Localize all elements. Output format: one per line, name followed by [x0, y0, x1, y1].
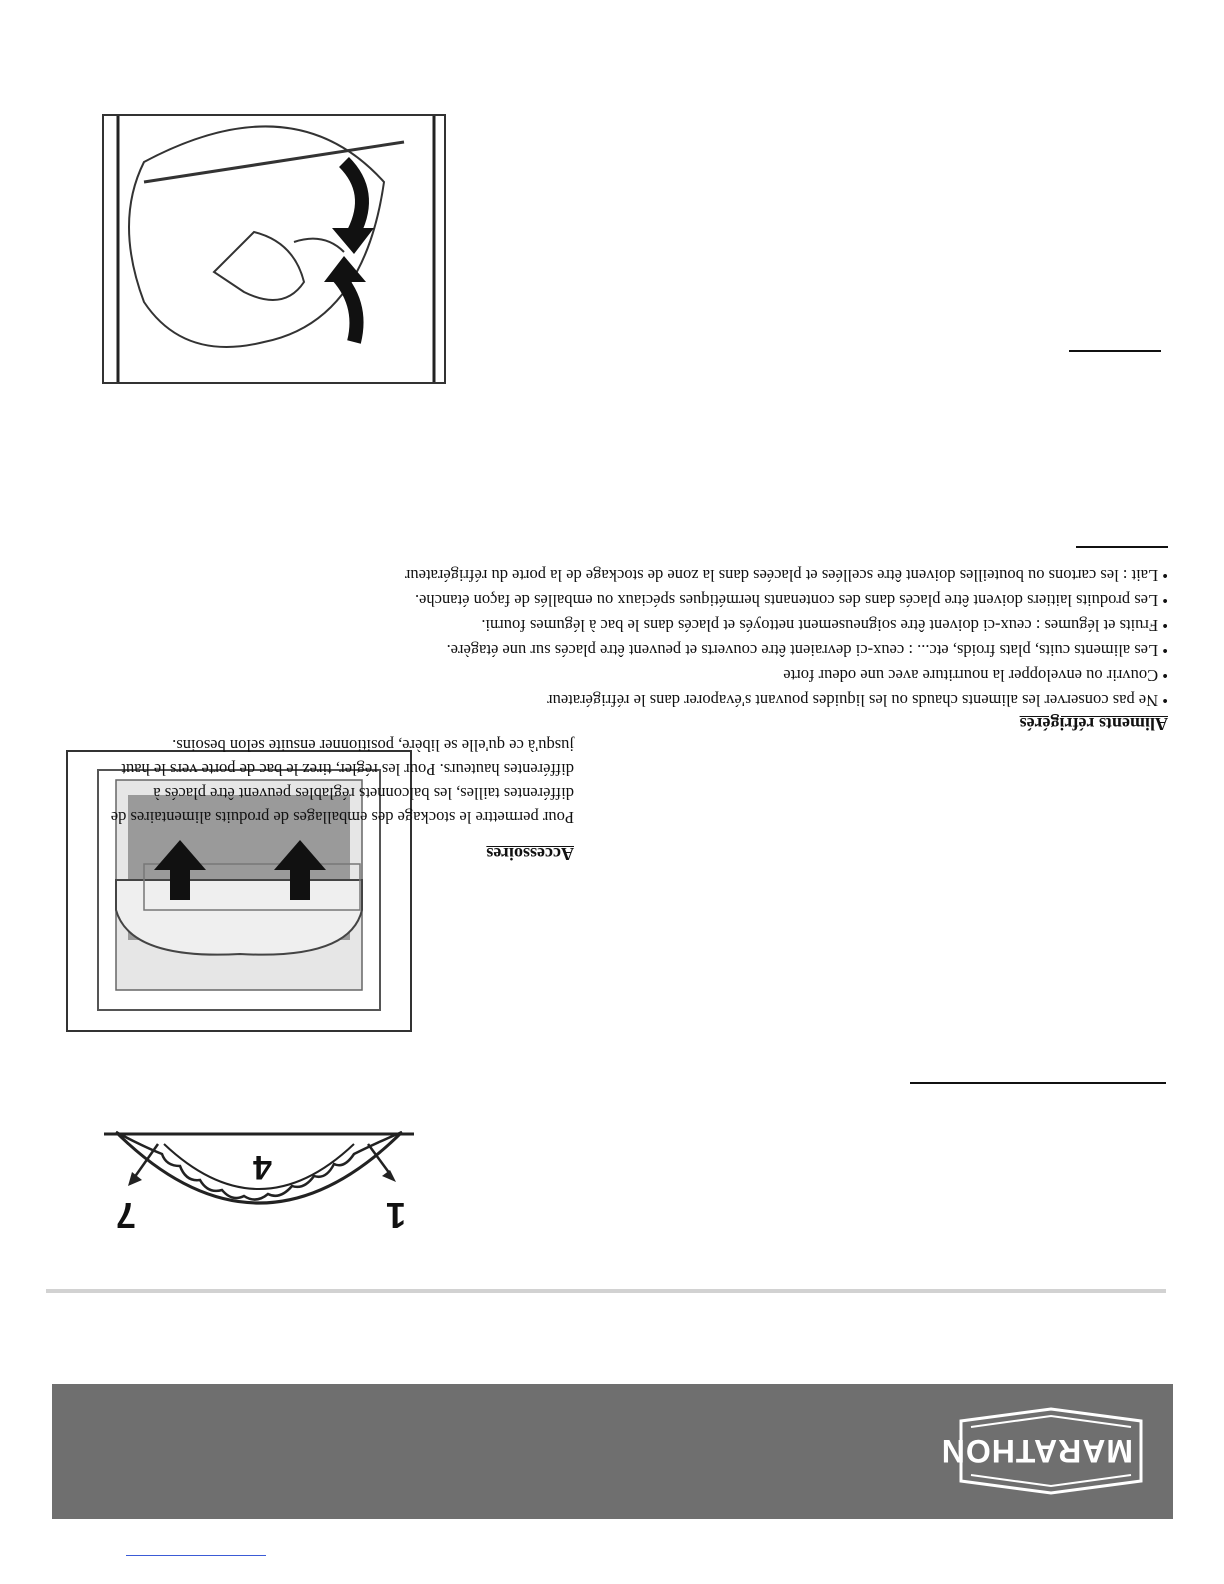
brand-name: MARATHON — [940, 1433, 1133, 1469]
list-item: • Les aliments cuits, plats froids, etc... : ceux-ci devraient être couverts et peuvent être placés sur une étagère. — [48, 638, 1168, 663]
section-rule — [1076, 546, 1168, 548]
list-item: • Lait : les cartons ou bouteilles doivent être scellées et placées dans la zone de stockage de la porte du réfrigérateur — [48, 563, 1168, 588]
refrigerated-section — [48, 563, 1168, 734]
section-divider — [46, 1289, 1166, 1293]
accessories-title: Accessoires — [486, 844, 574, 864]
footer-link-line[interactable] — [126, 1555, 266, 1556]
accessories-paragraph — [54, 733, 574, 829]
brand-logo — [940, 1401, 1151, 1501]
accessories-line: jusqu'à ce qu'elle se libère, positionner ensuite selon besoins. — [172, 736, 574, 755]
dial-min-label: 1 — [385, 1195, 406, 1236]
accessories-line: Pour permettre le stockage des emballages de produits alimentaires de — [110, 808, 574, 827]
accessories-section — [54, 733, 574, 864]
shelf-adjust-diagram — [104, 116, 444, 382]
accessories-line: différentes hauteurs. Pour les régler, tirez le bac de porte vers le haut — [121, 760, 574, 779]
thermostat-dial-figure — [104, 1104, 414, 1264]
list-item: • Couvrir ou envelopper la nourriture avec une odeur forte — [48, 663, 1168, 688]
dial-mid-label: 4 — [253, 1148, 272, 1186]
list-item: • Fruits et légumes : ceux-ci doivent être soigneusement nettoyés et placés dans le bac à légumes fourni. — [48, 613, 1168, 638]
shelf-adjust-figure — [102, 114, 446, 384]
list-item: • Les produits laitiers doivent être placés dans des contenants hermétiques spéciaux ou emballés de façon étanche. — [48, 588, 1168, 613]
section-rule — [1069, 350, 1161, 352]
section-rule — [910, 1082, 1166, 1084]
refrigerated-title: Aliments réfrigérés — [1019, 714, 1168, 734]
footer-banner — [52, 1384, 1173, 1519]
list-item: • Ne pas conserver les aliments chauds ou les liquides pouvant s'évaporer dans le réfrigérateur — [48, 688, 1168, 713]
dial-max-label: 7 — [115, 1195, 136, 1236]
refrigerated-list — [48, 563, 1168, 713]
accessories-line: différentes tailles, les balconnets réglables peuvent être placés à — [153, 784, 574, 803]
